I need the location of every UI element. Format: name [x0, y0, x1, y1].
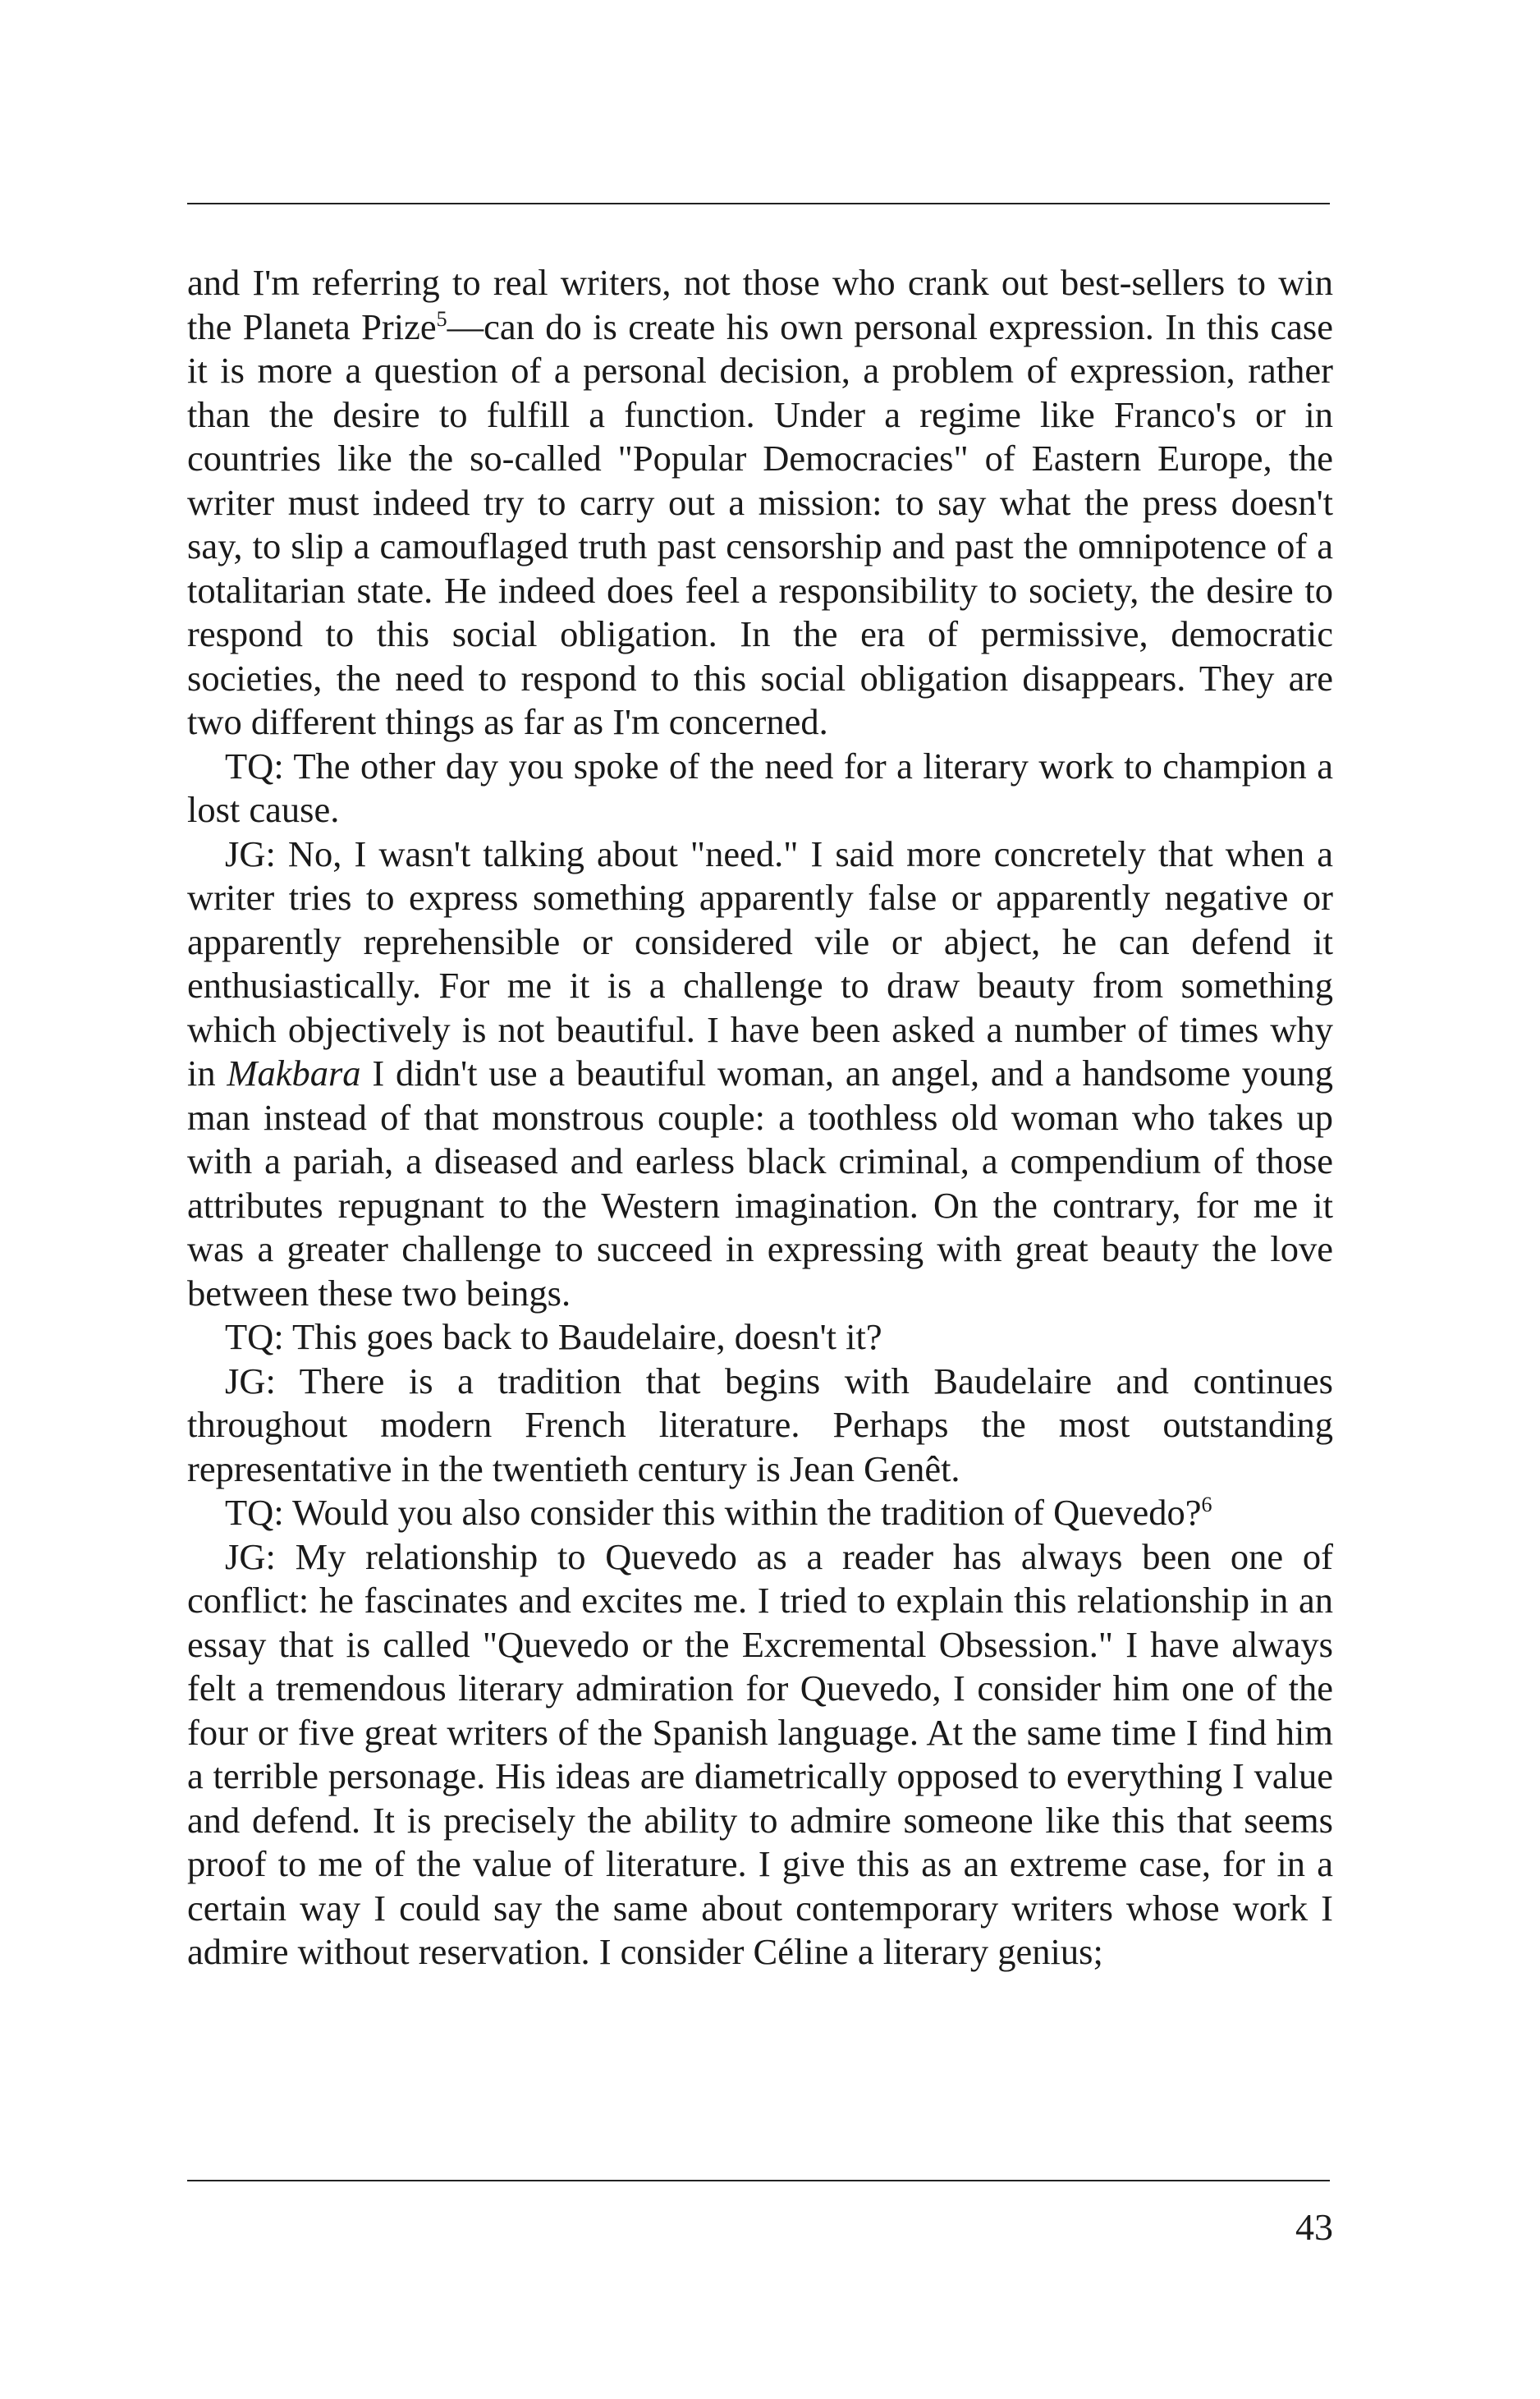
interview-question [187, 745, 1333, 833]
paragraph-text: There is a tradition that begins with Baudelaire and continues throughout modern French literature. Perhaps the most outstanding representative in the twentieth century is Jean Genêt. [187, 1360, 1333, 1489]
book-title: Makbara [227, 1053, 361, 1094]
interview-answer [187, 833, 1333, 1316]
interview-question [187, 1491, 1333, 1535]
top-rule [187, 203, 1330, 204]
paragraph-continuation [187, 261, 1333, 745]
interview-answer [187, 1535, 1333, 1975]
footnote-marker: 5 [436, 306, 447, 331]
speaker-label: JG: [225, 1360, 276, 1401]
paragraph-text: I didn't use a beautiful woman, an angel, and a handsome young man instead of that monstrous couple: a toothless old woman who takes up with a pariah, a diseased and earless black criminal, a compendium of those attributes repugnant to the Western imagination. On the contrary, for me it was a greater challenge to succeed in expressing with great beauty the love between these two beings. [187, 1053, 1333, 1314]
speaker-label: TQ: [225, 1316, 284, 1357]
paragraph-text: The other day you spoke of the need for a literary work to champion a lost cause. [187, 745, 1333, 830]
body-text [187, 261, 1333, 1975]
page-number: 43 [1295, 2206, 1333, 2248]
paragraph-text: My relationship to Quevedo as a reader has always been one of conflict: he fascinates and excites me. I tried to explain this relationship in an essay that is called "Quevedo or the Excremental Obsession." I have always felt a tremendous literary admiration for Quevedo, I consider him one of the four or five great writers of the Spanish language. At the same time I find him a terrible personage. His ideas are diametrically opposed to everything I value and defend. It is precisely the ability to admire someone like this that seems proof to me of the value of literature. I give this as an extreme case, for in a certain way I could say the same about contemporary writers whose work I admire without reservation. I consider Céline a literary genius; [187, 1535, 1333, 1972]
footnote-marker: 6 [1201, 1493, 1212, 1517]
paragraph-text: —can do is create his own personal expression. In this case it is more a question of a personal decision, a problem of expression, rather than the desire to fulfill a function. Under a regime like Franco's or in countries like the so-called "Popular Democracies" of Eastern Europe, the writer must indeed try to carry out a mission: to say what the press doesn't say, to slip a camouflaged truth past censorship and past the omnipotence of a totalitarian state. He indeed does feel a responsibility to society, the desire to respond to this social obligation. In the era of permissive, democratic societies, the need to respond to this social obligation disappears. They are two different things as far as I'm concerned. [187, 305, 1333, 742]
paragraph-text: and I'm referring to real writers, not those who crank out best-sellers to win the Planeta Prize [187, 262, 1333, 347]
speaker-label: TQ: [225, 745, 284, 787]
paragraph-text: Would you also consider this within the tradition of Quevedo? [283, 1492, 1202, 1533]
interview-question [187, 1315, 1333, 1360]
speaker-label: TQ: [225, 1492, 284, 1533]
paragraph-text: This goes back to Baudelaire, doesn't it? [283, 1316, 882, 1357]
paragraph-text: No, I wasn't talking about "need." I said more concretely that when a writer tries to express something apparently false or apparently negative or apparently reprehensible or considered vile or abject, he can defend it enthusiastically. For me it is a challenge to draw beauty from something which objectively is not beautiful. I have been asked a number of times why in [187, 833, 1333, 1094]
bottom-rule [187, 2180, 1330, 2181]
interview-answer [187, 1360, 1333, 1492]
speaker-label: JG: [225, 1535, 276, 1577]
speaker-label: JG: [225, 833, 276, 874]
